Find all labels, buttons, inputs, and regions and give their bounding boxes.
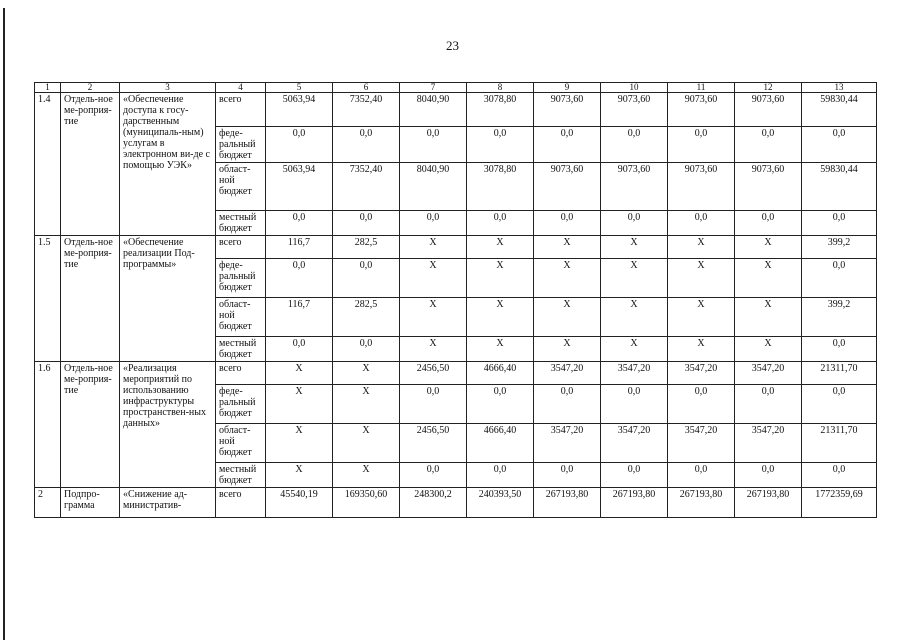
value-cell: 3547,20 — [735, 362, 802, 385]
value-cell: 0,0 — [735, 463, 802, 488]
value-cell: 0,0 — [802, 463, 877, 488]
table-row — [35, 362, 877, 385]
value-cell: 0,0 — [333, 127, 400, 163]
value-cell: 0,0 — [735, 385, 802, 424]
value-cell: 0,0 — [467, 211, 534, 236]
column-number: 13 — [802, 83, 877, 93]
value-cell: X — [668, 337, 735, 362]
column-number: 12 — [735, 83, 802, 93]
funding-source: феде-ральный бюджет — [216, 259, 266, 298]
funding-source: местный бюджет — [216, 337, 266, 362]
value-cell: X — [601, 298, 668, 337]
value-cell: 399,2 — [802, 298, 877, 337]
value-cell: 0,0 — [400, 211, 467, 236]
value-cell: X — [735, 259, 802, 298]
value-cell: 0,0 — [668, 127, 735, 163]
column-number: 2 — [61, 83, 120, 93]
value-cell: 267193,80 — [668, 488, 735, 518]
item-type: Отдель-ное ме-роприя-тие — [61, 93, 120, 236]
value-cell: 248300,2 — [400, 488, 467, 518]
value-cell: 0,0 — [802, 385, 877, 424]
value-cell: 267193,80 — [735, 488, 802, 518]
value-cell: X — [266, 362, 333, 385]
value-cell: 2456,50 — [400, 362, 467, 385]
value-cell: X — [333, 385, 400, 424]
value-cell: 21311,70 — [802, 424, 877, 463]
value-cell: 0,0 — [333, 211, 400, 236]
item-type: Отдель-ное ме-роприя-тие — [61, 362, 120, 488]
value-cell: X — [333, 424, 400, 463]
value-cell: X — [400, 298, 467, 337]
value-cell: X — [668, 298, 735, 337]
header-row — [35, 83, 877, 93]
funding-source: област-ной бюджет — [216, 424, 266, 463]
value-cell: 0,0 — [802, 127, 877, 163]
item-name: «Обеспечение доступа к госу-дарственным (муниципаль-ным) услугам в электронном ви-де с помощью УЭК» — [120, 93, 216, 236]
value-cell: X — [467, 298, 534, 337]
column-number: 3 — [120, 83, 216, 93]
value-cell: 282,5 — [333, 298, 400, 337]
value-cell: 9073,60 — [668, 93, 735, 127]
item-code: 1.4 — [35, 93, 61, 236]
funding-source: местный бюджет — [216, 211, 266, 236]
column-number: 1 — [35, 83, 61, 93]
table-row — [35, 236, 877, 259]
value-cell: X — [668, 259, 735, 298]
value-cell: 0,0 — [802, 259, 877, 298]
value-cell: X — [534, 298, 601, 337]
value-cell: 3547,20 — [534, 362, 601, 385]
value-cell: X — [467, 337, 534, 362]
funding-source: област-ной бюджет — [216, 298, 266, 337]
funding-source: феде-ральный бюджет — [216, 385, 266, 424]
value-cell: 0,0 — [333, 259, 400, 298]
value-cell: X — [266, 385, 333, 424]
funding-source: феде-ральный бюджет — [216, 127, 266, 163]
value-cell: 0,0 — [601, 385, 668, 424]
item-code: 1.6 — [35, 362, 61, 488]
value-cell: 8040,90 — [400, 93, 467, 127]
value-cell: 282,5 — [333, 236, 400, 259]
value-cell: X — [735, 236, 802, 259]
column-number: 10 — [601, 83, 668, 93]
value-cell: 267193,80 — [534, 488, 601, 518]
column-number: 4 — [216, 83, 266, 93]
value-cell: X — [333, 463, 400, 488]
value-cell: 21311,70 — [802, 362, 877, 385]
value-cell: 9073,60 — [735, 93, 802, 127]
funding-source: област-ной бюджет — [216, 163, 266, 211]
value-cell: 267193,80 — [601, 488, 668, 518]
value-cell: X — [400, 337, 467, 362]
value-cell: 0,0 — [467, 127, 534, 163]
value-cell: X — [668, 236, 735, 259]
value-cell: 9073,60 — [601, 163, 668, 211]
value-cell: 3547,20 — [668, 424, 735, 463]
value-cell: 2456,50 — [400, 424, 467, 463]
value-cell: X — [601, 259, 668, 298]
value-cell: 240393,50 — [467, 488, 534, 518]
value-cell: 8040,90 — [400, 163, 467, 211]
value-cell: 0,0 — [601, 211, 668, 236]
value-cell: 0,0 — [400, 463, 467, 488]
value-cell: 59830,44 — [802, 93, 877, 127]
value-cell: 3547,20 — [668, 362, 735, 385]
value-cell: 0,0 — [467, 463, 534, 488]
item-code: 2 — [35, 488, 61, 518]
funding-source: местный бюджет — [216, 463, 266, 488]
value-cell: X — [266, 463, 333, 488]
value-cell: 59830,44 — [802, 163, 877, 211]
funding-source: всего — [216, 362, 266, 385]
value-cell: X — [467, 236, 534, 259]
item-name: «Обеспечение реализации Под-программы» — [120, 236, 216, 362]
value-cell: 9073,60 — [534, 163, 601, 211]
value-cell: 9073,60 — [668, 163, 735, 211]
value-cell: 3078,80 — [467, 163, 534, 211]
value-cell: 169350,60 — [333, 488, 400, 518]
budget-table — [34, 82, 877, 518]
value-cell: 9073,60 — [735, 163, 802, 211]
table-row — [35, 93, 877, 127]
column-number: 6 — [333, 83, 400, 93]
value-cell: X — [400, 259, 467, 298]
column-number: 5 — [266, 83, 333, 93]
value-cell: 0,0 — [400, 385, 467, 424]
value-cell: 0,0 — [802, 211, 877, 236]
column-number: 9 — [534, 83, 601, 93]
value-cell: 9073,60 — [534, 93, 601, 127]
page-number: 23 — [446, 38, 459, 53]
value-cell: 0,0 — [266, 127, 333, 163]
value-cell: X — [601, 337, 668, 362]
value-cell: 5063,94 — [266, 93, 333, 127]
value-cell: 9073,60 — [601, 93, 668, 127]
value-cell: 0,0 — [601, 463, 668, 488]
value-cell: X — [534, 236, 601, 259]
item-type: Отдель-ное ме-роприя-тие — [61, 236, 120, 362]
value-cell: 0,0 — [467, 385, 534, 424]
value-cell: 116,7 — [266, 298, 333, 337]
value-cell: 0,0 — [333, 337, 400, 362]
value-cell: X — [735, 337, 802, 362]
left-margin-rule — [3, 8, 5, 640]
value-cell: 0,0 — [534, 385, 601, 424]
item-code: 1.5 — [35, 236, 61, 362]
value-cell: 0,0 — [266, 259, 333, 298]
value-cell: 5063,94 — [266, 163, 333, 211]
table-row — [35, 488, 877, 518]
value-cell: 7352,40 — [333, 163, 400, 211]
value-cell: X — [400, 236, 467, 259]
value-cell: 399,2 — [802, 236, 877, 259]
value-cell: 3547,20 — [735, 424, 802, 463]
value-cell: 116,7 — [266, 236, 333, 259]
value-cell: 45540,19 — [266, 488, 333, 518]
value-cell: 0,0 — [266, 211, 333, 236]
item-name: «Реализация мероприятий по использованию инфраструктуры пространствен-ных данных» — [120, 362, 216, 488]
value-cell: 0,0 — [735, 211, 802, 236]
value-cell: 0,0 — [400, 127, 467, 163]
column-number: 11 — [668, 83, 735, 93]
funding-source: всего — [216, 236, 266, 259]
value-cell: 4666,40 — [467, 362, 534, 385]
value-cell: X — [735, 298, 802, 337]
value-cell: 0,0 — [534, 211, 601, 236]
value-cell: 1772359,69 — [802, 488, 877, 518]
value-cell: 0,0 — [601, 127, 668, 163]
value-cell: X — [266, 424, 333, 463]
value-cell: X — [534, 259, 601, 298]
value-cell: 0,0 — [668, 385, 735, 424]
value-cell: 0,0 — [735, 127, 802, 163]
value-cell: 4666,40 — [467, 424, 534, 463]
value-cell: 3078,80 — [467, 93, 534, 127]
funding-source: всего — [216, 93, 266, 127]
value-cell: 3547,20 — [601, 362, 668, 385]
value-cell: 0,0 — [668, 211, 735, 236]
item-type: Подпро-грамма — [61, 488, 120, 518]
value-cell: X — [601, 236, 668, 259]
value-cell: X — [534, 337, 601, 362]
value-cell: 7352,40 — [333, 93, 400, 127]
value-cell: 0,0 — [534, 463, 601, 488]
value-cell: 3547,20 — [534, 424, 601, 463]
value-cell: 0,0 — [534, 127, 601, 163]
column-number: 7 — [400, 83, 467, 93]
value-cell: 0,0 — [802, 337, 877, 362]
value-cell: X — [333, 362, 400, 385]
value-cell: 0,0 — [266, 337, 333, 362]
item-name: «Снижение ад-министратив- — [120, 488, 216, 518]
value-cell: 0,0 — [668, 463, 735, 488]
value-cell: X — [467, 259, 534, 298]
value-cell: 3547,20 — [601, 424, 668, 463]
funding-source: всего — [216, 488, 266, 518]
column-number: 8 — [467, 83, 534, 93]
